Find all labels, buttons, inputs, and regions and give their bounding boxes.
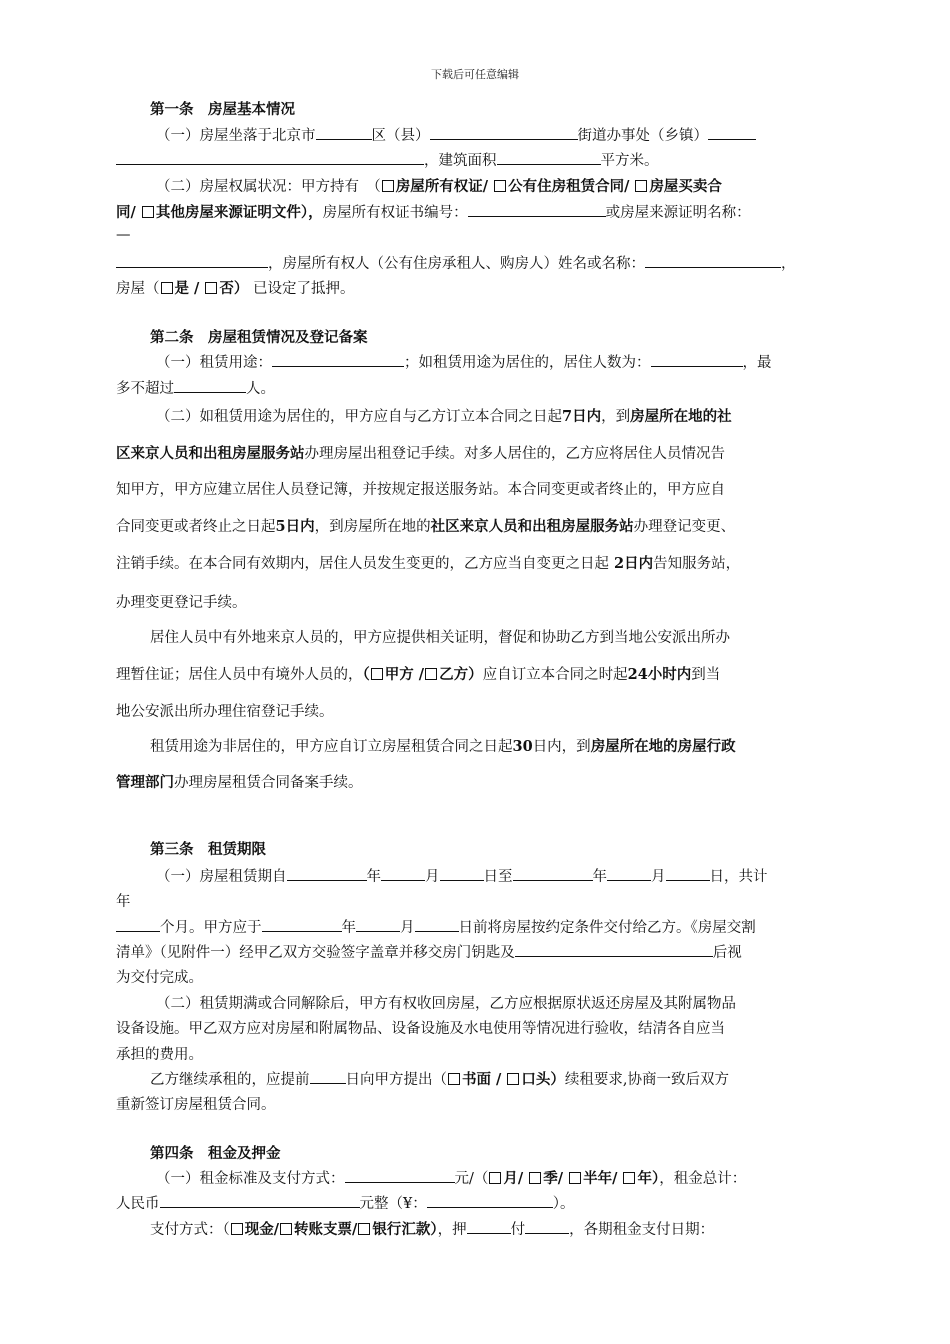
blank-month: [381, 865, 425, 881]
text: 现金/: [244, 1221, 280, 1238]
a2-p3-line-2: [116, 663, 720, 684]
a1-line-6: [116, 252, 796, 273]
text: （二）如租赁用途为居住的，甲方应自与乙方订立本合同之日起: [156, 409, 562, 425]
text: 理暂住证；居住人员中有境外人员的，: [116, 667, 363, 683]
blank-source-name: [116, 252, 268, 268]
text: 社区来京人员和出租房屋服务站: [430, 518, 634, 535]
checkbox-icon[interactable]: [231, 1223, 243, 1235]
a2-p2-line-2: [116, 442, 725, 463]
text: ）。: [552, 1196, 575, 1212]
a3-line-9: [150, 1068, 729, 1089]
text: 30: [512, 738, 533, 755]
text: ，房屋所有权人（公有住房承租人、购房人）姓名或名称：: [268, 256, 645, 272]
text: （一）房屋租赁期自: [156, 869, 287, 885]
text: 月: [651, 869, 666, 885]
blank-days: [310, 1068, 346, 1084]
a3-line-4: [116, 941, 742, 962]
text: 公有住房租赁合同/: [508, 178, 635, 195]
a3-line-8: 承担的费用。: [116, 1047, 203, 1063]
page-header: 下载后可任意编辑: [431, 68, 519, 81]
blank-day: [666, 865, 710, 881]
blank-residents: [651, 351, 743, 367]
article-2-title: 第二条 房屋租赁情况及登记备案: [150, 329, 368, 346]
checkbox-icon[interactable]: [489, 1172, 501, 1184]
text: 是 /: [174, 280, 205, 297]
a2-p2-line-3: 知甲方，甲方应建立居住人员登记簿，并按规定报送服务站。本合同变更或者终止的，甲方应自: [116, 482, 725, 498]
a1-line-2: [116, 149, 659, 170]
blank-total-number: [427, 1192, 553, 1208]
text: 房屋所在地的房屋行政: [590, 738, 736, 755]
text: ，建筑面积: [424, 153, 497, 169]
a3-line-6: （二）租赁期满或合同解除后，甲方有权收回房屋，乙方应根据原状返还房屋及其附属物品: [156, 996, 736, 1012]
text: 同/: [116, 204, 141, 221]
text: ，最: [742, 355, 772, 371]
checkbox-icon[interactable]: [280, 1223, 292, 1235]
a3-line-3: [116, 916, 756, 937]
text: 月: [400, 920, 415, 936]
text: 季/: [543, 1170, 569, 1187]
text: 5日内: [275, 518, 315, 535]
text: 元/（: [454, 1171, 489, 1187]
text: （一）房屋坐落于北京市: [156, 128, 316, 144]
text: （: [362, 666, 370, 683]
text: 街道办事处（乡镇）: [577, 128, 708, 144]
a2-p2-line-6: 办理变更登记手续。: [116, 595, 247, 611]
blank-district: [316, 124, 372, 140]
text: 应自订立本合同之时起: [482, 667, 628, 683]
article-3-title: 第三条 租赁期限: [150, 841, 266, 858]
checkbox-icon[interactable]: [507, 1073, 519, 1085]
text: 付: [510, 1222, 526, 1238]
text: 年: [366, 869, 381, 885]
text: ，到房屋所在地的: [314, 519, 431, 535]
checkbox-icon[interactable]: [205, 282, 217, 294]
text: 注销手续。在本合同有效期内，居住人员发生变更的，乙方应当自变更之日起: [116, 556, 609, 572]
checkbox-icon[interactable]: [635, 180, 647, 192]
text: 元整（¥：: [359, 1196, 427, 1212]
blank-total-rmb: [160, 1192, 360, 1208]
a2-p3-line-3: 地公安派出所办理住宿登记手续。: [116, 704, 334, 720]
blank-area: [497, 149, 601, 165]
article-1-title: 第一条 房屋基本情况: [150, 101, 295, 118]
text: 个月。甲方应于: [160, 920, 262, 936]
text: 其他房屋来源证明文件），: [155, 204, 323, 221]
text: ，押: [437, 1222, 467, 1238]
text: （一）租赁用途：: [156, 355, 272, 371]
blank-day: [440, 865, 484, 881]
a2-line-2: [116, 377, 275, 398]
checkbox-icon[interactable]: [358, 1223, 370, 1235]
text: 租赁用途为非居住的，甲方应自订立房屋租赁合同之日起: [150, 739, 513, 755]
text: 月/: [503, 1170, 529, 1187]
text: ；如租赁用途为居住的，居住人数为：: [404, 355, 651, 371]
blank-year: [513, 865, 593, 881]
a1-line-1: [156, 124, 756, 145]
text: 日内，到: [532, 739, 591, 755]
blank-months: [116, 916, 160, 932]
text: 口头）: [521, 1071, 565, 1088]
text: ，到: [601, 409, 631, 425]
checkbox-icon[interactable]: [142, 206, 154, 218]
text: 房屋所在地的社: [630, 408, 732, 425]
text: 清单》（见附件一）经甲乙双方交验签字盖章并移交房门钥匙及: [116, 945, 515, 961]
text: 多不超过: [116, 381, 174, 397]
a3-line-10: 重新签订房屋租赁合同。: [116, 1097, 276, 1113]
text: 续租要求,协商一致后双方: [564, 1072, 730, 1088]
text: 乙方继续承租的，应提前: [150, 1072, 310, 1088]
text: 日至: [483, 869, 513, 885]
a2-p3-line-1: 居住人员中有外地来京人员的，甲方应提供相关证明，督促和协助乙方到当地公安派出所办: [150, 630, 730, 646]
text: 甲方 /: [384, 666, 425, 683]
blank-month: [607, 865, 651, 881]
blank-town: [708, 124, 756, 140]
text: 人。: [246, 381, 275, 397]
a1-line-5: —: [116, 227, 131, 243]
text: 办理房屋租赁合同备案手续。: [174, 775, 363, 791]
blank-owner-name: [645, 252, 781, 268]
text: ，: [781, 256, 796, 272]
blank-cert-number: [468, 201, 606, 217]
text: 已设定了抵押。: [248, 281, 355, 297]
text: 2日内: [609, 555, 654, 572]
a2-p4-line-2: [116, 771, 363, 792]
blank-street: [430, 124, 578, 140]
checkbox-icon[interactable]: [382, 180, 394, 192]
text: 年）: [637, 1170, 660, 1187]
a1-line-7: [116, 277, 355, 298]
text: 办理房屋出租登记手续。对多人居住的，乙方应将居住人员情况告: [304, 446, 725, 462]
checkbox-icon[interactable]: [161, 282, 173, 294]
text: 24小时内: [627, 666, 692, 683]
checkbox-icon[interactable]: [494, 180, 506, 192]
text: 年: [592, 869, 607, 885]
a2-p2-line-4: [116, 515, 735, 536]
text: 房屋所有权证书编号：: [322, 205, 468, 221]
text: 房屋买卖合: [649, 178, 722, 195]
text: 月: [425, 869, 440, 885]
a4-line-3: [150, 1218, 714, 1239]
blank-pay: [525, 1218, 569, 1234]
a2-p2-line-5: [116, 552, 740, 573]
text: 区（县）: [371, 128, 430, 144]
text: 办理登记变更、: [633, 519, 736, 535]
text: 半年/: [583, 1170, 623, 1187]
text: 支付方式：（: [150, 1222, 230, 1238]
text: 管理部门: [116, 774, 174, 791]
text: 告知服务站，: [653, 556, 741, 572]
text: （二）房屋权属状况：甲方持有 （: [156, 179, 381, 195]
blank-year: [262, 916, 342, 932]
text: 后视: [712, 945, 742, 961]
blank-deposit: [467, 1218, 511, 1234]
text: 合同变更或者终止之日起: [116, 519, 276, 535]
checkbox-icon[interactable]: [623, 1172, 635, 1184]
checkbox-icon[interactable]: [448, 1073, 460, 1085]
a3-line-1: [156, 865, 768, 886]
text: 转账支票/: [294, 1221, 358, 1238]
a1-line-4: [116, 201, 751, 222]
text: 日前将房屋按约定条件交付给乙方。《房屋交割: [458, 920, 756, 936]
article-4-title: 第四条 租金及押金: [150, 1145, 281, 1162]
text: ，租金总计：: [659, 1171, 747, 1187]
text: 或房屋来源证明名称：: [605, 205, 751, 221]
text: （一）租金标准及支付方式：: [156, 1171, 345, 1187]
a2-line-1: [156, 351, 772, 372]
text: 区来京人员和出租房屋服务站: [116, 445, 305, 462]
blank-month: [356, 916, 400, 932]
text: 乙方）: [439, 666, 483, 683]
text: 银行汇款）: [372, 1221, 438, 1238]
text: 书面 /: [462, 1071, 507, 1088]
text: 7日内: [562, 408, 602, 425]
blank-year: [287, 865, 367, 881]
text: 平方米。: [600, 153, 659, 169]
text: 否）: [219, 280, 249, 297]
a4-line-1: [156, 1167, 746, 1188]
a4-line-2: [116, 1192, 574, 1213]
checkbox-icon[interactable]: [371, 668, 383, 680]
checkbox-icon[interactable]: [529, 1172, 541, 1184]
text: 日向甲方提出（: [345, 1072, 447, 1088]
a3-line-5: 为交付完成。: [116, 970, 203, 986]
checkbox-icon[interactable]: [569, 1172, 581, 1184]
a2-p4-line-1: [150, 735, 736, 756]
text: 房屋（: [116, 281, 160, 297]
checkbox-icon[interactable]: [425, 668, 437, 680]
blank-day: [415, 916, 459, 932]
blank-max-residents: [174, 377, 246, 393]
a2-p2-line-1: [156, 405, 732, 426]
text: 人民币: [116, 1196, 160, 1212]
text: 房屋所有权证/: [395, 178, 494, 195]
text: ，各期租金支付日期：: [569, 1222, 715, 1238]
blank-purpose: [272, 351, 404, 367]
a1-line-3: [156, 175, 722, 196]
blank-address: [116, 149, 424, 165]
text: 年: [341, 920, 356, 936]
text: 日，共计: [709, 869, 768, 885]
blank-keys: [515, 941, 713, 957]
blank-rent: [345, 1167, 455, 1183]
a3-line-7: 设备设施。甲乙双方应对房屋和附属物品、设备设施及水电使用等情况进行验收，结清各自应当: [116, 1021, 725, 1037]
text: 到当: [691, 667, 721, 683]
a3-line-2: 年: [116, 894, 131, 910]
